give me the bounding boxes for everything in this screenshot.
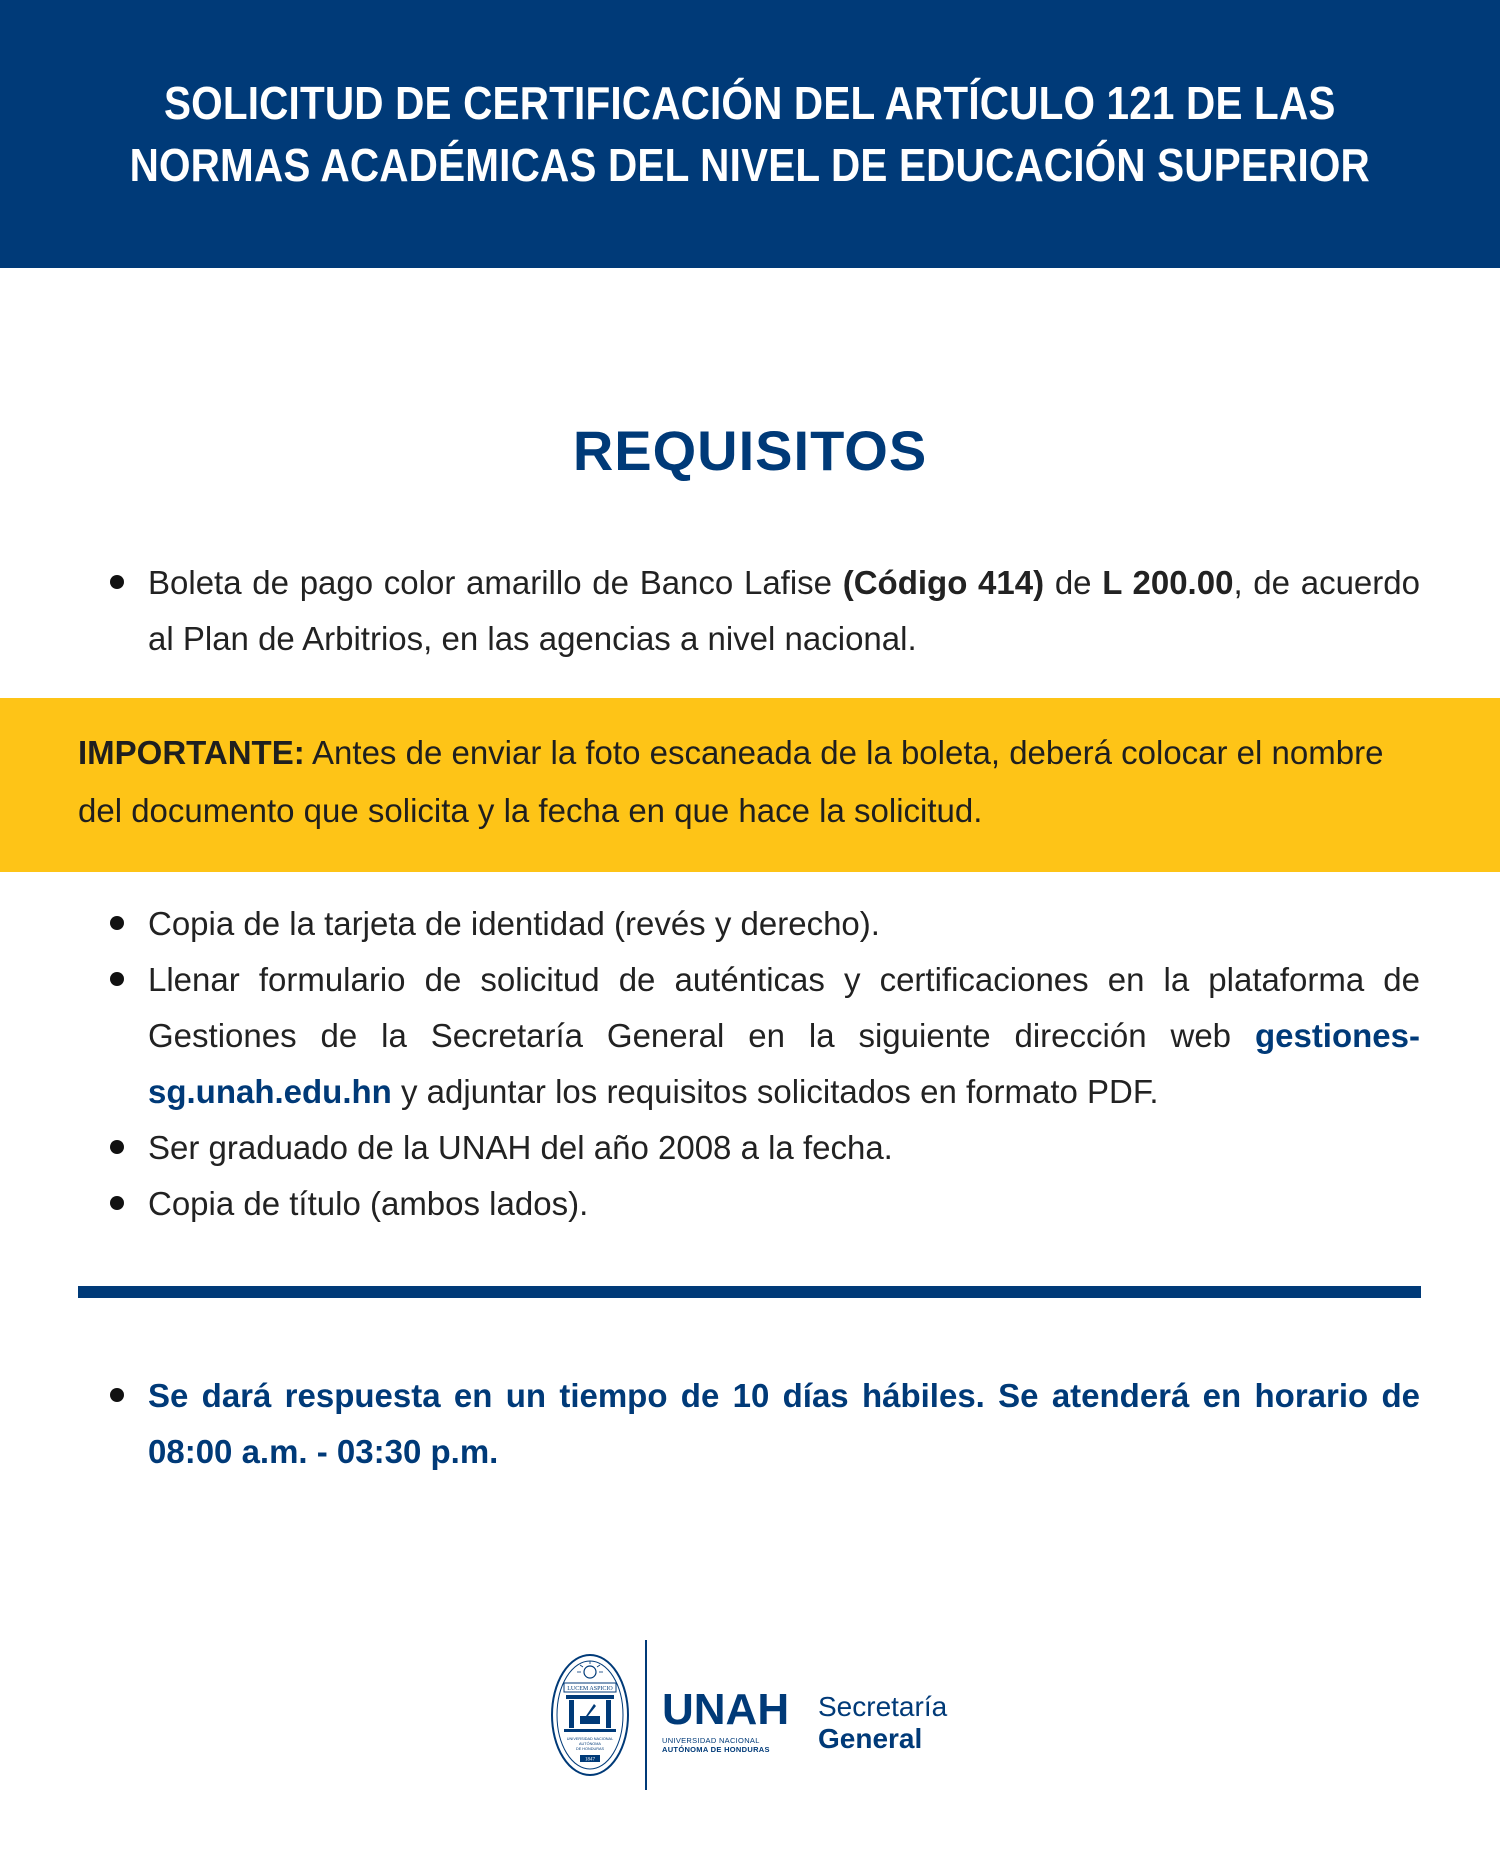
unah-subtitle <box>662 1736 770 1754</box>
bullet-icon <box>110 916 124 930</box>
bullet-icon <box>110 1196 124 1210</box>
important-notice-box <box>0 698 1500 872</box>
seal-year: 1847 <box>585 1757 595 1763</box>
seal-motto: LUCEM ASPICIO <box>567 1686 613 1692</box>
req3-text: Llenar formulario de solicitud de auténticas y certificaciones en la plataforma de Gestiones de la Secretaría General en la siguiente dirección web <box>148 961 1420 1054</box>
requirements-list <box>110 555 1420 667</box>
requirements-heading: REQUISITOS <box>572 419 928 482</box>
bullet-icon <box>110 1388 124 1402</box>
req3-text-2: y adjuntar los requisitos solicitados en formato PDF. <box>391 1073 1159 1110</box>
important-label: IMPORTANTE: <box>78 734 305 771</box>
section-divider <box>78 1286 1421 1298</box>
requirement-id-copy <box>110 896 1420 952</box>
req2-text: Copia de la tarjeta de identidad (revés y derecho). <box>148 905 880 942</box>
requirement-online-form <box>110 952 1420 1120</box>
req4-text: Ser graduado de la UNAH del año 2008 a la fecha. <box>148 1129 893 1166</box>
payment-code: (Código 414) <box>842 564 1045 601</box>
bullet-icon <box>110 575 124 589</box>
notice-text: Se dará respuesta en un tiempo de 10 días hábiles. Se atenderá en horario de 08:00 a.m. - 03:30 p.m. <box>148 1377 1420 1470</box>
requirement-payment-slip <box>110 555 1420 667</box>
header-banner <box>0 0 1500 268</box>
req1-text-3: , de acuerdo al Plan de Arbitrios, en las agencias a nivel nacional. <box>148 564 1420 657</box>
requirement-graduate <box>110 1120 1420 1176</box>
req5-text: Copia de título (ambos lados). <box>148 1185 589 1222</box>
title-line-1: SOLICITUD DE CERTIFICACIÓN DEL ARTÍCULO 121 DE LAS <box>164 77 1336 129</box>
important-notice <box>78 724 1422 840</box>
unah-seal-icon <box>550 1650 630 1780</box>
title-line-2: NORMAS ACADÉMICAS DEL NIVEL DE EDUCACIÓN SUPERIOR <box>129 139 1371 191</box>
response-notice-list <box>110 1368 1420 1480</box>
general-label: General <box>818 1723 923 1754</box>
req1-text: Boleta de pago color amarillo de Banco Lafise <box>148 564 843 601</box>
req1-text-2: de <box>1044 564 1103 601</box>
unah-subtitle-1: UNIVERSIDAD NACIONAL <box>662 1736 760 1745</box>
requirement-title-copy <box>110 1176 1420 1232</box>
unah-wordmark: UNAH <box>662 1685 790 1734</box>
response-time-notice <box>110 1368 1420 1480</box>
bullet-icon <box>110 972 124 986</box>
unah-subtitle-2: AUTÓNOMA DE HONDURAS <box>662 1745 770 1754</box>
seal-text-1: UNIVERSIDAD NACIONAL <box>566 1737 614 1741</box>
page-title <box>130 72 1370 196</box>
seal-text-2: AUTÓNOMA <box>579 1742 601 1746</box>
logo-divider <box>645 1640 647 1790</box>
requirements-list-continued <box>110 896 1420 1232</box>
important-text: Antes de enviar la foto escaneada de la boleta, deberá colocar el nombre del documento que solicita y la fecha en que hace la solicitud. <box>78 734 1384 829</box>
bullet-icon <box>110 1140 124 1154</box>
payment-amount: L 200.00 <box>1102 564 1234 601</box>
seal-text-3: DE HONDURAS <box>575 1747 605 1751</box>
gestiones-link[interactable]: gestiones-sg.unah.edu.hn <box>148 1017 1420 1110</box>
secretaria-label: Secretaría <box>818 1691 948 1722</box>
footer-logo <box>550 1640 970 1790</box>
